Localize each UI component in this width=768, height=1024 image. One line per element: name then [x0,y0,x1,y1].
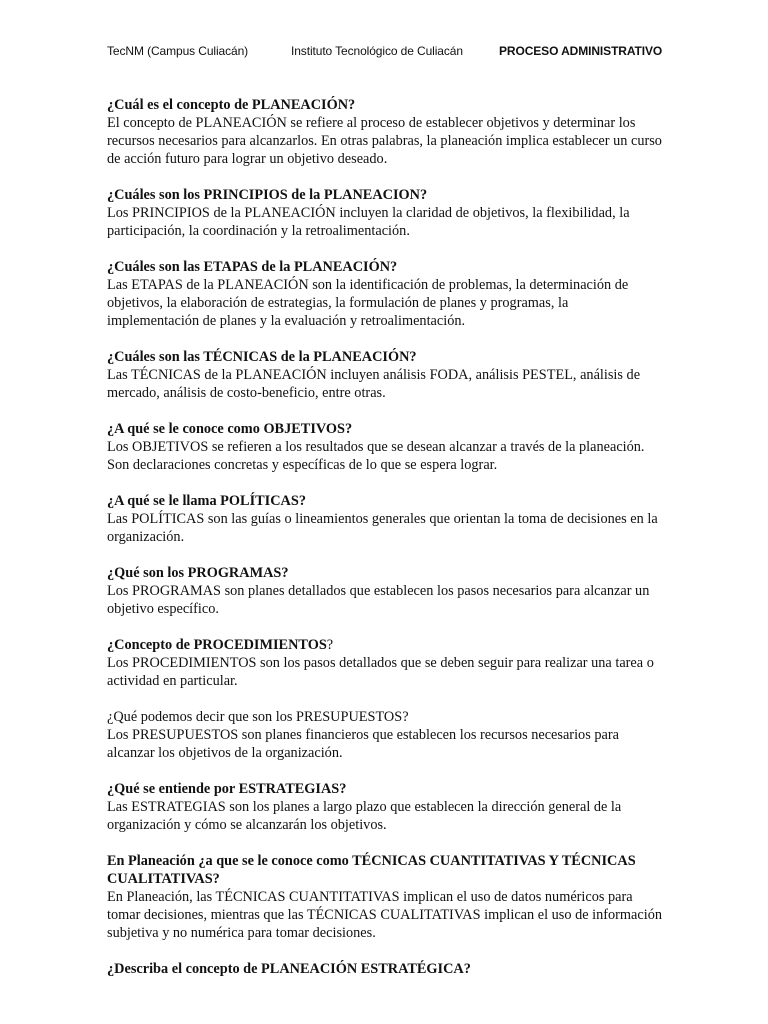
qa-principios [107,186,663,240]
answer-paragraph: El concepto de PLANEACIÓN se refiere al proceso de establecer objetivos y determinar los recursos necesarios para alcanzarlos. En otras palabras, la planeación implica establecer un curso de acción futuro para lograr un objetivo deseado. [107,115,662,167]
question-text: ¿Concepto de PROCEDIMIENTOS [107,637,327,653]
answer-paragraph: Las ETAPAS de la PLANEACIÓN son la identificación de problemas, la determinación de objetivos, la elaboración de estrategias, la formulación de planes y programas, la implementación de planes y la evaluación y retroalimentación. [107,277,629,329]
qa-planeacion-concept [107,96,663,168]
header-institute: Instituto Tecnológico de Culiacán [291,44,463,58]
question-heading: ¿Cuáles son las TÉCNICAS de la PLANEACIÓN? [107,349,417,365]
question-heading: ¿Cuáles son los PRINCIPIOS de la PLANEACION? [107,187,428,203]
qa-procedimientos [107,636,663,690]
qa-presupuestos [107,708,663,762]
answer-paragraph: Los PRESUPUESTOS son planes financieros que establecen los recursos necesarios para alcanzar los objetivos de la organización. [107,727,619,761]
answer-paragraph: Los PROGRAMAS son planes detallados que establecen los pasos necesarios para alcanzar un objetivo específico. [107,583,650,617]
qa-tecnicas-cuanti-cuali [107,852,663,942]
question-heading [107,636,663,654]
question-heading: ¿Qué son los PROGRAMAS? [107,565,289,581]
question-heading: ¿Cuál es el concepto de PLANEACIÓN? [107,97,356,113]
qa-programas [107,564,663,618]
page-header [107,44,667,64]
qa-planeacion-estrategica [107,960,663,978]
question-heading: ¿Qué podemos decir que son los PRESUPUESTOS? [107,709,409,725]
answer-paragraph: Las TÉCNICAS de la PLANEACIÓN incluyen análisis FODA, análisis PESTEL, análisis de mercado, análisis de costo-beneficio, entre otras. [107,367,641,401]
qa-estrategias [107,780,663,834]
answer-paragraph: En Planeación, las TÉCNICAS CUANTITATIVAS implican el uso de datos numéricos para tomar decisiones, mientras que las TÉCNICAS CUALITATIVAS implican el uso de información subjetiva y no numérica para tomar decisiones. [107,889,663,941]
document-body [107,96,663,996]
question-heading: ¿A qué se le conoce como OBJETIVOS? [107,421,353,437]
question-heading: En Planeación ¿a que se le conoce como TÉCNICAS CUANTITATIVAS Y TÉCNICAS CUALITATIVAS? [107,853,636,887]
question-heading: ¿Qué se entiende por ESTRATEGIAS? [107,781,347,797]
header-campus: TecNM (Campus Culiacán) [107,44,249,58]
header-subject: PROCESO ADMINISTRATIVO [499,44,663,58]
qa-politicas [107,492,663,546]
answer-paragraph: Las ESTRATEGIAS son los planes a largo plazo que establecen la dirección general de la organización y cómo se alcanzarán los objetivos. [107,799,622,833]
answer-paragraph: Los PRINCIPIOS de la PLANEACIÓN incluyen la claridad de objetivos, la flexibilidad, la participación, la coordinación y la retroalimentación. [107,205,630,239]
question-heading: ¿Cuáles son las ETAPAS de la PLANEACIÓN? [107,259,398,275]
answer-paragraph: Las POLÍTICAS son las guías o lineamientos generales que orientan la toma de decisiones en la organización. [107,511,658,545]
qa-objetivos [107,420,663,474]
question-mark: ? [326,637,334,653]
question-heading: ¿Describa el concepto de PLANEACIÓN ESTRATÉGICA? [107,961,471,977]
question-heading: ¿A qué se le llama POLÍTICAS? [107,493,306,509]
qa-etapas [107,258,663,330]
answer-paragraph: Los OBJETIVOS se refieren a los resultados que se desean alcanzar a través de la planeación. Son declaraciones concretas y específicas de lo que se espera lograr. [107,439,645,473]
qa-tecnicas [107,348,663,402]
answer-paragraph: Los PROCEDIMIENTOS son los pasos detallados que se deben seguir para realizar una tarea o actividad en particular. [107,655,654,689]
